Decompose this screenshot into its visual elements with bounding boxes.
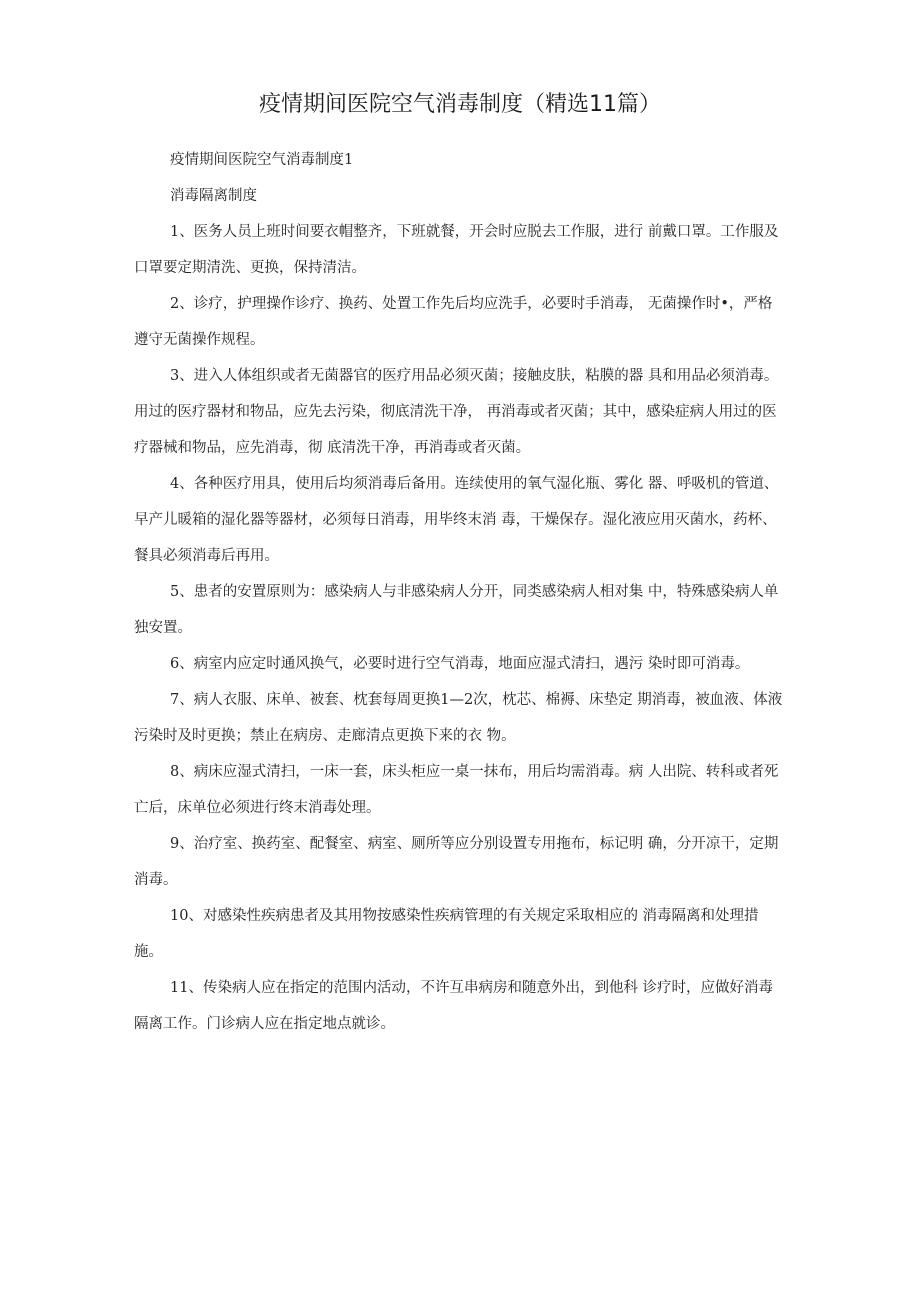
- rule-item-10: 10、对感染性疾病患者及其用物按感染性疾病管理的有关规定采取相应的 消毒隔离和处理措施。: [134, 908, 759, 960]
- rule-item-5: 5、患者的安置原则为：感染病人与非感染病人分开，同类感染病人相对集 中，特殊感染病人单独安置。: [134, 584, 779, 636]
- document-body: [134, 142, 784, 1042]
- rule-item-6: 6、病室内应定时通风换气，必要时进行空气消毒，地面应湿式清扫，遇污 染时即可消毒。: [170, 656, 750, 672]
- section-heading: 消毒隔离制度: [170, 188, 257, 204]
- document-title: 疫情期间医院空气消毒制度（精选11篇）: [259, 92, 661, 117]
- subtitle: 疫情期间医院空气消毒制度1: [170, 152, 354, 168]
- rule-item-1: 1、医务人员上班时间要衣帽整齐，下班就餐，开会时应脱去工作服，进行 前戴口罩。工作服及口罩要定期清洗、更换，保持清洁。: [134, 224, 779, 276]
- rule-item-4: 4、各种医疗用具，使用后均须消毒后备用。连续使用的氧气湿化瓶、雾化 器、呼吸机的管道、早产儿暖箱的湿化器等器材，必须每日消毒，用毕终末消 毒，干燥保存。湿化液应用灭菌水，药杯、餐具必须消毒后再用。: [134, 476, 779, 564]
- rule-item-7: 7、病人衣服、床单、被套、枕套每周更换1—2次，枕芯、棉褥、床垫定 期消毒，被血液、体液污染时及时更换；禁止在病房、走廊清点更换下来的衣 物。: [134, 692, 783, 744]
- rule-item-8: 8、病床应湿式清扫，一床一套，床头柜应一桌一抹布，用后均需消毒。病 人出院、转科或者死亡后，床单位必须进行终末消毒处理。: [134, 764, 779, 816]
- rule-item-2: 2、诊疗，护理操作诊疗、换药、处置工作先后均应洗手，必要时手消毒， 无菌操作时•，严格遵守无菌操作规程。: [134, 296, 773, 348]
- rule-item-3: 3、进入人体组织或者无菌器官的医疗用品必须灭菌；接触皮肤，粘膜的器 具和用品必须消毒。用过的医疗器材和物品，应先去污染，彻底清洗干净， 再消毒或者灭菌；其中，感染症病人用过的医疗器械和物品，应先消毒，彻 底清洗干净，再消毒或者灭菌。: [134, 368, 779, 456]
- rule-item-9: 9、治疗室、换药室、配餐室、病室、厕所等应分别设置专用拖布，标记明 确，分开凉干，定期消毒。: [134, 836, 779, 888]
- rule-item-11: 11、传染病人应在指定的范围内活动，不许互串病房和随意外出，到他科 诊疗时，应做好消毒隔离工作。门诊病人应在指定地点就诊。: [134, 980, 774, 1032]
